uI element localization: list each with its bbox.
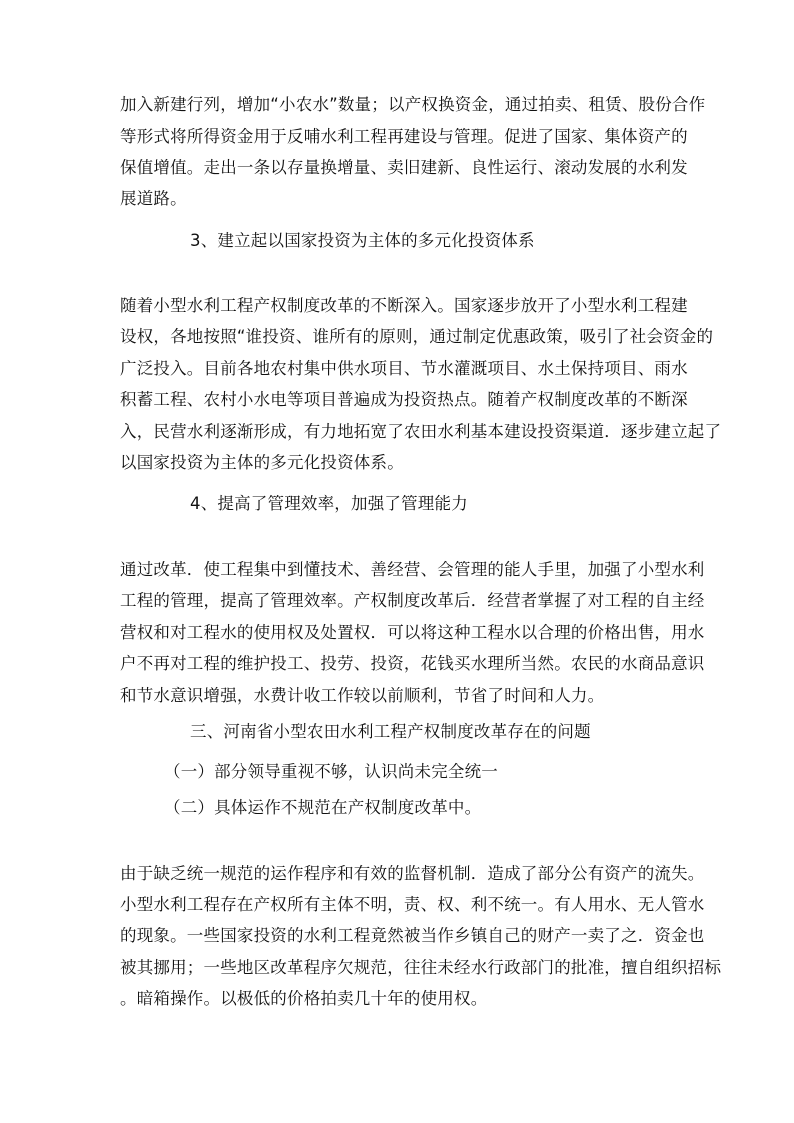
text-line: 广泛投入。目前各地农村集中供水项目、节水灌溉项目、水土保持项目、雨水 <box>120 359 688 378</box>
text-line: 被其挪用；一些地区改革程序欠规范，往往未经水行政部门的批准，擅自组织招标 <box>120 958 722 977</box>
subsection-heading: （二）具体运作不规范在产权制度改革中。 <box>164 798 482 817</box>
text-line: 设权，各地按照“谁投资、谁所有的原则，通过制定优惠政策，吸引了社会资金的 <box>120 327 714 346</box>
text-line: 的现象。一些国家投资的水利工程竟然被当作乡镇自己的财产一卖了之．资金也 <box>120 926 705 945</box>
text-line: 户不再对工程的维护投工、投劳、投资，花钱买水理所当然。农民的水商品意识 <box>120 654 705 673</box>
text-line: 入，民营水利逐渐形成，有力地拓宽了农田水利基本建设投资渠道．逐步建立起了 <box>120 422 722 441</box>
text-line: 小型水利工程存在产权所有主体不明，责、权、利不统一。有人用水、无人管水 <box>120 895 705 914</box>
section-heading: 3、建立起以国家投资为主体的多元化投资体系 <box>190 231 535 250</box>
text-line: 随着小型水利工程产权制度改革的不断深入。国家逐步放开了小型水利工程建 <box>120 296 688 315</box>
subsection-heading: （一）部分领导重视不够，认识尚未完全统一 <box>164 762 498 781</box>
text-line: 等形式将所得资金用于反哺水利工程再建设与管理。促进了国家、集体资产的 <box>120 127 688 146</box>
section-heading: 4、提高了管理效率，加强了管理能力 <box>190 494 468 513</box>
section-heading: 三、河南省小型农田水利工程产权制度改革存在的问题 <box>190 722 591 741</box>
text-line: 由于缺乏统一规范的运作程序和有效的监督机制．造成了部分公有资产的流失。 <box>120 864 705 883</box>
text-line: 。暗箱操作。以极低的价格拍卖几十年的使用权。 <box>120 989 488 1008</box>
text-line: 加入新建行列，增加“小农水”数量；以产权换资金，通过拍卖、租赁、股份合作 <box>120 95 706 114</box>
text-line: 工程的管理，提高了管理效率。产权制度改革后．经营者掌握了对工程的自主经 <box>120 591 705 610</box>
text-line: 通过改革．使工程集中到懂技术、善经营、会管理的能人手里，加强了小型水利 <box>120 560 705 579</box>
text-line: 展道路。 <box>120 189 187 208</box>
text-line: 积蓄工程、农村小水电等项目普遍成为投资热点。随着产权制度改革的不断深 <box>120 390 688 409</box>
text-line: 营权和对工程水的使用权及处置权．可以将这种工程水以合理的价格出售，用水 <box>120 623 705 642</box>
text-line: 以国家投资为主体的多元化投资体系。 <box>120 453 404 472</box>
text-line: 和节水意识增强，水费计收工作较以前顺利，节省了时间和人力。 <box>120 686 605 705</box>
text-line: 保值增值。走出一条以存量换增量、卖旧建新、良性运行、滚动发展的水利发 <box>120 158 688 177</box>
